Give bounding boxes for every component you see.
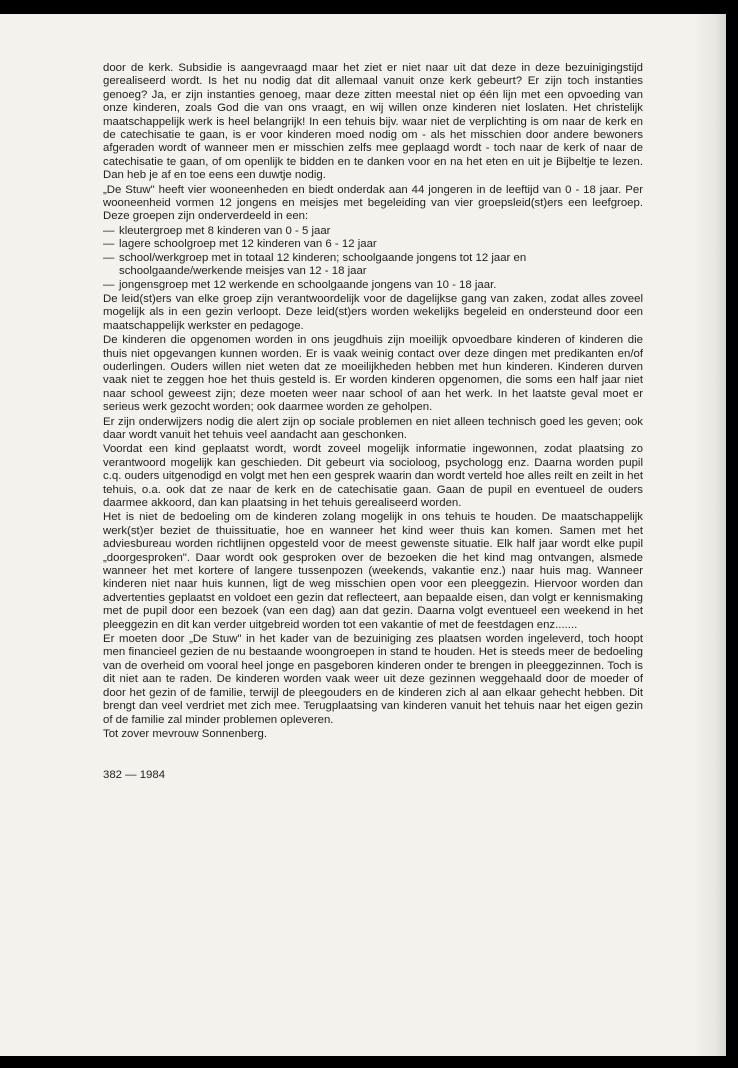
page-edge-shadow [696,14,726,1056]
paragraph: Er moeten door „De Stuw" in het kader van de bezuiniging zes plaatsen worden ingeleverd, toch hoopt men financieel gezien de nu bestaande woongroepen in stand te houden. Het is steeds meer de bedoeling van de overheid om vooral heel jonge en pasgeboren kinderen onder te brengen in pleeggezinnen. Toch is dit niet aan te raden. De kinderen worden vaak weer uit deze gezinnen weggehaald door de moeder of door het gezin of de familie, terwijl de pleegouders en de kinderen zich al aan elkaar gehecht hebben. Dit brengt dan veel verdriet met zich mee. Terugplaatsing van kinderen vanuit het tehuis naar het eigen gezin of de familie zal minder problemen opleveren. [103,633,643,726]
list-item: — school/werkgroep met in totaal 12 kinderen; schoolgaande jongens tot 12 jaar en schoolgaande/werkende meisjes van 12 - 18 jaar [103,252,643,279]
group-list [103,225,643,292]
paragraph: door de kerk. Subsidie is aangevraagd maar het ziet er niet naar uit dat deze in deze bezuinigingstijd gerealiseerd wordt. Is het nu nodig dat dit allemaal vanuit onze kerk gebeurt? Er zijn toch instanties genoeg? Ja, er zijn instanties genoeg, maar deze zitten meestal niet op één lijn met een opvoeding van onze kinderen, zoals God die van ons vraagt, en wij willen onze kinderen niet loslaten. Het christelijk maatschappelijk werk is heel belangrijk! In een tehuis bijv. waar niet de verplichting is om naar de kerk en de catechisatie te gaan, is er voor kinderen moed nodig om - als het misschien door andere bewoners afgeraden wordt of wanneer men er misschien zelfs mee geplaagd wordt - toch naar de kerk of naar de catechisatie te gaan, of om openlijk te bidden en te danken voor en na het eten en uit je Bijbeltje te lezen. Dan heb je af en toe eens een duwtje nodig. [103,62,643,182]
page-number: 382 — 1984 [103,769,166,782]
list-item: — kleutergroep met 8 kinderen van 0 - 5 jaar [103,225,643,238]
paragraph: „De Stuw" heeft vier wooneenheden en biedt onderdak aan 44 jongeren in de leeftijd van 0 - 18 jaar. Per wooneenheid vormen 12 jongens en meisjes met begeleiding van vier groepsleid(st)ers een leefgroep. Deze groepen zijn onderverdeeld in een: [103,183,643,223]
paragraph: De leid(st)ers van elke groep zijn verantwoordelijk voor de dagelijkse gang van zaken, zodat alles zoveel mogelijk als in een gezin verloopt. Deze leid(st)ers worden wekelijks begeleid en ondersteund door een maatschappelijk werkster en pedagoge. [103,292,643,332]
paragraph: De kinderen die opgenomen worden in ons jeugdhuis zijn moeilijk opvoedbare kinderen of kinderen die thuis niet opgevangen kunnen worden. Er is vaak weinig contact over deze dingen met predikanten en/of ouderlingen. Ouders willen niet weten dat ze moeilijkheden hebben met hun kinderen. Kinderen durven vaak niet te zeggen hoe het thuis gesteld is. Er worden kinderen opgenomen, die soms een half jaar niet naar school geweest zijn; deze moeten weer naar school of aan het werk. In het laatste geval moet er serieus werk gezocht worden; ook daarmee worden ze geholpen. [103,334,643,414]
paragraph: Voordat een kind geplaatst wordt, wordt zoveel mogelijk informatie ingewonnen, zodat plaatsing zo verantwoord mogelijk kan geschieden. Dit gebeurt via socioloog, psychologg enz. Daarna worden pupil c.q. ouders uitgenodigd en volgt met hen een gesprek waarin dan wordt verteld hoe alles reilt en zeilt in het tehuis, o.a. ook dat ze naar de kerk en de catechisatie gaan. Gaan de pupil en eventueel de ouders daarmee akkoord, dan kan plaatsing in het tehuis gerealiseerd worden. [103,443,643,509]
list-item: — lagere schoolgroep met 12 kinderen van 6 - 12 jaar [103,238,643,251]
article-body [103,62,643,783]
closing-line: Tot zover mevrouw Sonnenberg. [103,727,267,740]
paragraph: Er zijn onderwijzers nodig die alert zijn op sociale problemen en niet alleen technisch goed les geven; ook daar wordt vanuit het tehuis veel aandacht aan geschonken. [103,415,643,441]
list-item: — jongensgroep met 12 werkende en schoolgaande jongens van 10 - 18 jaar. [103,279,643,292]
paragraph: Het is niet de bedoeling om de kinderen zolang mogelijk in ons tehuis te houden. De maatschappelijk werk(st)er beziet de thuissituatie, hoe en wanneer het kind weer thuis kan komen. Samen met het adviesbureau worden richtlijnen opgesteld voor de meest gewenste situatie. Elk half jaar wordt elke pupil „doorgesproken". Daar wordt ook gesproken over de bezoeken die het kind mag ontvangen, alsmede wanneer het met kortere of langere tussenpozen (weekends, vakantie enz.) naar huis mag. Wanneer kinderen niet naar huis kunnen, ligt de weg misschien open voor een pleeggezin. Hiervoor worden dan advertenties geplaatst en voldoet een gezin dat reflecteert, aan bepaalde eisen, dan volgt er kennismaking met de pupil door een bezoek (van een dag) aan dat gezin. Daarna volgt eventueel een weekend in het pleeggezin en dit kan verder uitgebreid worden tot een vakantie of met de feestdagen enz....... [103,511,643,631]
